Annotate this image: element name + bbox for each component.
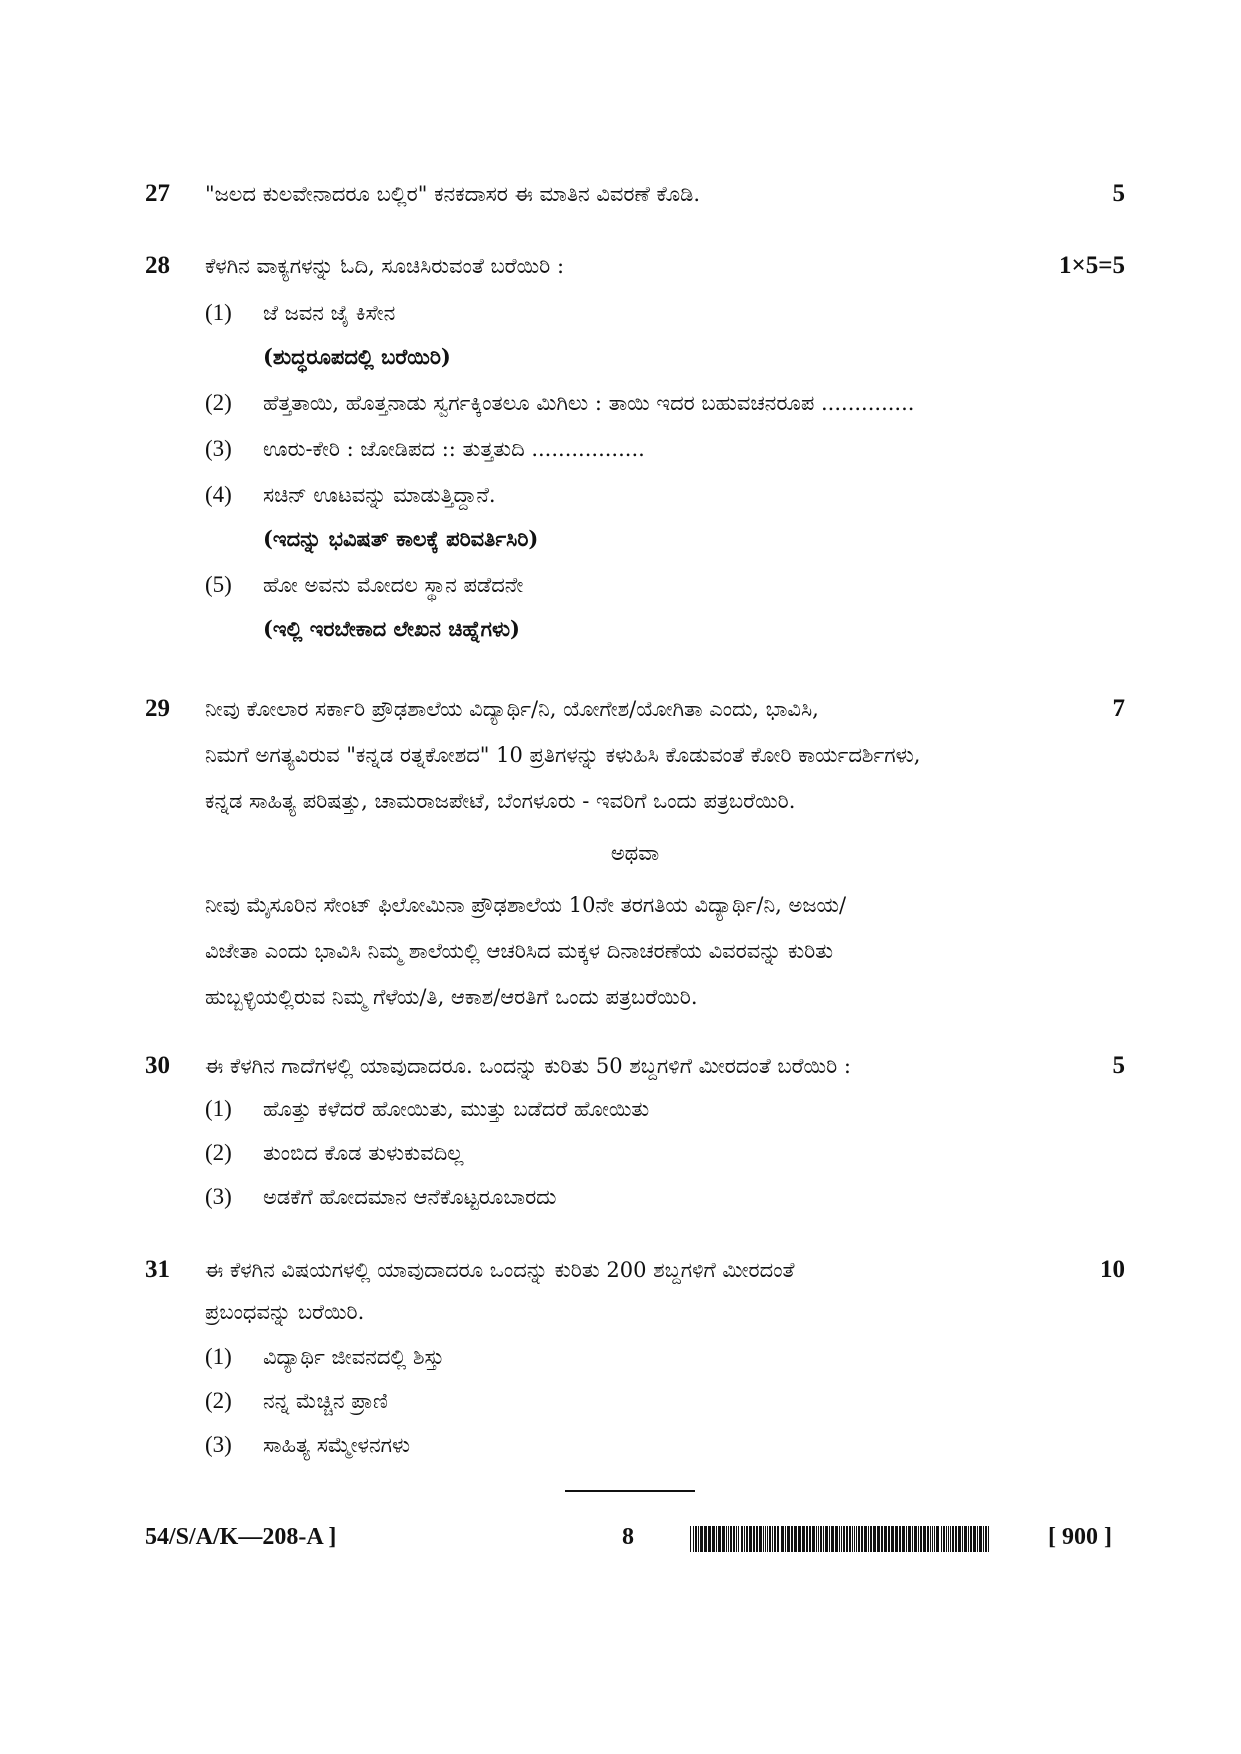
- question-number: 29: [145, 695, 170, 722]
- sub-item-number: (2): [205, 390, 232, 415]
- sub-item-number: (4): [205, 482, 232, 507]
- question-marks: 5: [1112, 1052, 1125, 1079]
- copy-count: [ 900 ]: [1048, 1524, 1112, 1550]
- sub-item-instruction: (ಇದನ್ನು ಭವಿಷತ್ ಕಾಲಕ್ಕೆ ಪರಿವರ್ತಿಸಿರಿ): [263, 526, 539, 551]
- question-number: 31: [145, 1256, 170, 1283]
- sub-item-number: (2): [205, 1140, 232, 1165]
- sub-item-text: ವಿದ್ಯಾರ್ಥಿ ಜೀವನದಲ್ಲಿ ಶಿಸ್ತು: [263, 1345, 445, 1369]
- sub-item: [205, 1140, 463, 1166]
- sub-item-text: ಸಚಿನ್ ಊಟವನ್ನು ಮಾಡುತ್ತಿದ್ದಾನೆ.: [263, 483, 496, 507]
- sub-item: [205, 482, 496, 508]
- sub-item-instruction: (ಶುದ್ಧರೂಪದಲ್ಲಿ ಬರೆಯಿರಿ): [263, 344, 451, 369]
- question-marks: 1×5=5: [1059, 252, 1125, 279]
- sub-item: [205, 1344, 444, 1370]
- barcode-icon: [690, 1526, 990, 1552]
- question-marks: 10: [1100, 1256, 1125, 1283]
- question-line: ಈ ಕೆಳಗಿನ ವಿಷಯಗಳಲ್ಲಿ ಯಾವುದಾದರೂ ಒಂದನ್ನು ಕುರಿತು 200 ಶಬ್ದಗಳಿಗೆ ಮೀರದಂತೆ: [205, 1258, 795, 1282]
- question-text: ಈ ಕೆಳಗಿನ ಗಾದೆಗಳಲ್ಲಿ ಯಾವುದಾದರೂ. ಒಂದನ್ನು ಕುರಿತು 50 ಶಬ್ದಗಳಿಗೆ ಮೀರದಂತೆ ಬರೆಯಿರಿ :: [205, 1054, 851, 1078]
- sub-item-number: (1): [205, 1096, 232, 1121]
- question-27: [145, 180, 1125, 210]
- or-separator: ಅಥವಾ: [610, 841, 660, 865]
- page-number: 8: [622, 1524, 634, 1550]
- sub-item: [205, 1096, 649, 1122]
- sub-item-number: (1): [205, 300, 232, 325]
- question-marks: 7: [1112, 695, 1125, 722]
- question-31: [145, 1256, 1125, 1456]
- question-text: ಕೆಳಗಿನ ವಾಕ್ಯಗಳನ್ನು ಓದಿ, ಸೂಚಿಸಿರುವಂತೆ ಬರೆಯಿರಿ :: [205, 254, 565, 278]
- sub-item-text: ನನ್ನ ಮೆಚ್ಚಿನ ಪ್ರಾಣಿ: [263, 1389, 388, 1413]
- sub-item: [205, 436, 645, 462]
- question-28: [145, 252, 1125, 641]
- question-number: 30: [145, 1052, 170, 1079]
- sub-item-text: ಸಾಹಿತ್ಯ ಸಮ್ಮೇಳನಗಳು: [263, 1433, 411, 1457]
- paper-code: 54/S/A/K—208-A ]: [145, 1524, 337, 1550]
- alternative-line: ವಿಜೇತಾ ಎಂದು ಭಾವಿಸಿ ನಿಮ್ಮ ಶಾಲೆಯಲ್ಲಿ ಆಚರಿಸಿದ ಮಕ್ಕಳ ದಿನಾಚರಣೆಯ ವಿವರವನ್ನು ಕುರಿತು: [205, 939, 834, 963]
- sub-item-number: (2): [205, 1388, 232, 1413]
- question-number: 28: [145, 252, 170, 279]
- question-number: 27: [145, 180, 170, 207]
- sub-item-number: (3): [205, 1184, 232, 1209]
- question-30: [145, 1052, 1125, 1212]
- sub-item-number: (5): [205, 572, 232, 597]
- sub-item-text: ಹೊತ್ತು ಕಳೆದರೆ ಹೋಯಿತು, ಮುತ್ತು ಬಡೆದರೆ ಹೋಯಿತು: [263, 1097, 650, 1121]
- question-line: ಪ್ರಬಂಧವನ್ನು ಬರೆಯಿರಿ.: [205, 1300, 365, 1324]
- sub-item: [205, 1184, 556, 1210]
- question-marks: 5: [1112, 180, 1125, 207]
- sub-item-number: (3): [205, 436, 232, 461]
- sub-item-text: ಹೆತ್ತತಾಯಿ, ಹೊತ್ತನಾಡು ಸ್ವರ್ಗಕ್ಕಿಂತಲೂ ಮಿಗಿಲು : ತಾಯಿ ಇದರ ಬಹುವಚನರೂಪ ..............: [263, 391, 915, 415]
- sub-item-number: (1): [205, 1344, 232, 1369]
- sub-item-text: ಊರು-ಕೇರಿ : ಜೋಡಿಪದ :: ತುತ್ತತುದಿ .................: [263, 437, 645, 461]
- question-line: ನೀವು ಕೋಲಾರ ಸರ್ಕಾರಿ ಪ್ರೌಢಶಾಲೆಯ ವಿದ್ಯಾರ್ಥಿ/ನಿ, ಯೋಗೇಶ/ಯೋಗಿತಾ ಎಂದು, ಭಾವಿಸಿ,: [205, 697, 819, 721]
- sub-item: [205, 572, 523, 598]
- sub-item-number: (3): [205, 1432, 232, 1457]
- sub-item-text: ತುಂಬಿದ ಕೊಡ ತುಳುಕುವದಿಲ್ಲ: [263, 1141, 464, 1165]
- sub-item-text: ಹೋ ಅವನು ಮೋದಲ ಸ್ಥಾನ ಪಡೆದನೇ: [263, 573, 524, 597]
- question-line: ನಿಮಗೆ ಅಗತ್ಯವಿರುವ "ಕನ್ನಡ ರತ್ನಕೋಶದ" 10 ಪ್ರತಿಗಳನ್ನು ಕಳುಹಿಸಿ ಕೊಡುವಂತೆ ಕೋರಿ ಕಾರ್ಯದರ್ಶಿಗಳು,: [205, 743, 921, 767]
- question-line: ಕನ್ನಡ ಸಾಹಿತ್ಯ ಪರಿಷತ್ತು, ಚಾಮರಾಜಪೇಟೆ, ಬೆಂಗಳೂರು - ಇವರಿಗೆ ಒಂದು ಪತ್ರಬರೆಯಿರಿ.: [205, 789, 796, 813]
- question-29: [145, 695, 1125, 1015]
- end-divider: [565, 1490, 695, 1492]
- sub-item-text: ಜೆ ಜವನ ಜೈ ಕಿಸೇನ: [263, 301, 396, 325]
- alternative-line: ನೀವು ಮೈಸೂರಿನ ಸೇಂಟ್ ಫಿಲೋಮಿನಾ ಪ್ರೌಢಶಾಲೆಯ 10ನೇ ತರಗತಿಯ ವಿದ್ಯಾರ್ಥಿ/ನಿ, ಅಜಯ/: [205, 893, 847, 917]
- question-text: "ಜಲದ ಕುಲವೇನಾದರೂ ಬಲ್ಲಿರ" ಕನಕದಾಸರ ಈ ಮಾತಿನ ವಿವರಣೆ ಕೊಡಿ.: [205, 182, 701, 206]
- sub-item: [205, 300, 395, 326]
- alternative-line: ಹುಬ್ಬಳ್ಳಿಯಲ್ಲಿರುವ ನಿಮ್ಮ ಗೆಳೆಯ/ತಿ, ಆಕಾಶ/ಆರತಿಗೆ ಒಂದು ಪತ್ರಬರೆಯಿರಿ.: [205, 985, 698, 1009]
- sub-item-instruction: (ಇಲ್ಲಿ ಇರಬೇಕಾದ ಲೇಖನ ಚಿಹ್ನೆಗಳು): [263, 616, 520, 641]
- sub-item: [205, 1432, 410, 1458]
- sub-item: [205, 390, 914, 416]
- sub-item: [205, 1388, 388, 1414]
- sub-item-text: ಅಡಕೆಗೆ ಹೋದಮಾನ ಆನೆಕೊಟ್ಟರೂಬಾರದು: [263, 1185, 557, 1209]
